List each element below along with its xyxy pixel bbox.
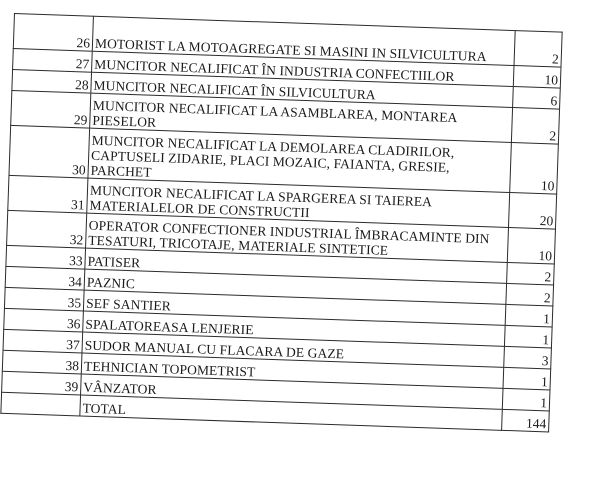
row-number: 35 [4,287,84,311]
occupation-count: 2 [511,108,559,145]
occupation-name: VÂNZATOR [81,374,503,409]
row-number: 27 [13,48,93,72]
occupation-count: 10 [510,142,559,194]
occupation-name: MOTORIST LA MOTOAGREGATE SI MASINI IN SILVICULTURA [92,16,515,65]
total-number-cell [1,392,81,416]
occupation-name: MUNCITOR NECALIFICAT LA SPARGEREA SI TAIEREA MATERIALELOR DE CONSTRUCTII [87,178,510,227]
occupation-count: 1 [503,367,551,390]
row-number: 28 [12,69,92,93]
occupation-name: MUNCITOR NECALIFICAT LA DEMOLAREA CLADIRILOR, CAPTUSELI ZIDARIE, PLACI MOZAIC, FAIANTA, GRESIE, PARCHET [88,128,511,192]
row-number: 37 [3,329,83,353]
occupation-name: PATISER [85,248,507,283]
row-number: 38 [2,350,82,374]
occupation-count: 2 [506,283,554,306]
occupation-count: 1 [505,304,553,327]
occupation-name: OPERATOR CONFECTIONER INDUSTRIAL ÎMBRACAMINTE DIN TESATURI, TRICOTAJE, MATERIALE SINTETICE [86,213,509,262]
row-number: 30 [9,125,90,178]
row-number: 33 [6,245,86,269]
occupation-count: 10 [507,227,555,264]
row-number: 34 [5,266,85,290]
scanned-table-page [0,13,562,432]
occupation-count: 1 [504,325,552,348]
occupations-table [0,13,562,432]
row-number: 26 [13,14,93,52]
row-number: 32 [7,210,87,248]
occupation-count: 20 [508,192,556,229]
occupation-count: 3 [504,346,552,369]
occupation-name: TEHNICIAN TOPOMETRIST [81,353,503,388]
occupation-count: 10 [513,66,561,89]
row-number: 39 [2,371,82,395]
occupation-name: MUNCITOR NECALIFICAT LA ASAMBLAREA, MONTAREA PIESELOR [90,93,513,142]
occupation-name: MUNCITOR NECALIFICAT ÎN INDUSTRIA CONFECTIILOR [92,51,514,86]
occupation-count: 2 [514,31,562,68]
occupation-count: 6 [513,87,561,110]
occupation-name: PAZNIC [84,269,506,304]
occupation-name: SPALATOREASA LENJERIE [83,311,505,346]
occupation-count: 1 [502,388,550,411]
occupation-name: SUDOR MANUAL CU FLACARA DE GAZE [82,332,504,367]
total-label: TOTAL [80,395,502,430]
occupation-name: SEF SANTIER [83,290,505,325]
total-count: 144 [502,409,550,432]
row-number: 31 [8,175,88,213]
occupation-count: 2 [507,262,555,285]
occupation-name: MUNCITOR NECALIFICAT ÎN SILVICULTURA [91,72,513,107]
row-number: 36 [4,308,84,332]
row-number: 29 [11,90,91,128]
